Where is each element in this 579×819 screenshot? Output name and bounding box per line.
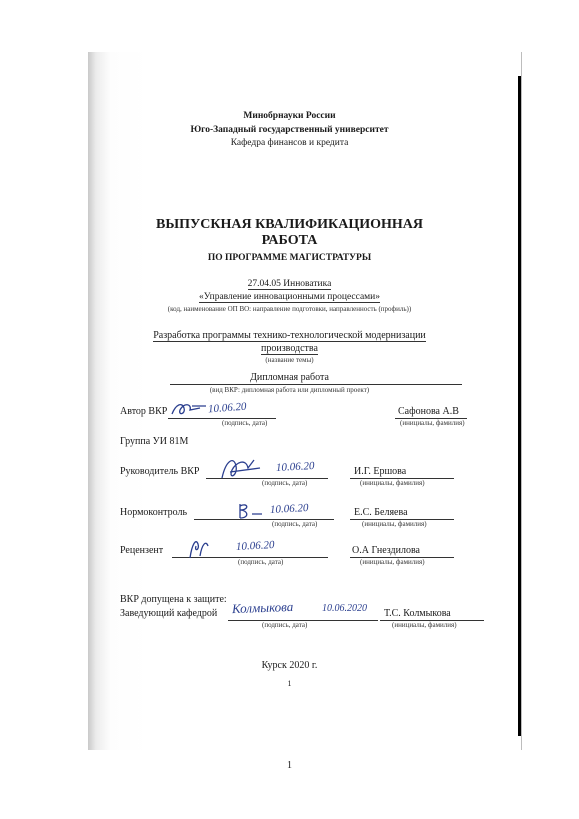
normcontrol-label: Нормоконтроль [120, 507, 188, 518]
supervisor-sign-caption: (подпись, дата) [262, 479, 308, 487]
ministry-name: Минобрнауки России [243, 111, 336, 121]
program-profile: «Управление инновационными процессами» [198, 292, 381, 302]
topic-caption: (название темы) [265, 356, 314, 364]
head-sign-caption: (подпись, дата) [262, 621, 308, 629]
author-signature [170, 400, 210, 420]
city-year: Курск 2020 г. [261, 660, 318, 671]
supervisor-label: Руководитель ВКР [120, 466, 200, 477]
title-line-1: ВЫПУСКНАЯ КВАЛИФИКАЦИОННАЯ [155, 217, 423, 232]
author-sign-date: 10.06.20 [207, 400, 247, 416]
reviewer-sign-date: 10.06.20 [235, 539, 275, 553]
program-code: 27.04.05 Инноватика [247, 279, 332, 289]
reviewer-label: Рецензент [120, 545, 164, 556]
reviewer-name: О.А Гнездилова [352, 545, 420, 556]
department-name: Кафедра финансов и кредита [230, 138, 349, 148]
normcontrol-sign-date: 10.06.20 [269, 502, 309, 516]
normcontrol-signature [236, 500, 266, 522]
author-name: Сафонова А.В [398, 406, 459, 417]
reviewer-signature [184, 536, 214, 562]
topic-line-2: производства [261, 343, 318, 354]
work-type-value: Дипломная работа [250, 372, 329, 383]
supervisor-signature [218, 456, 268, 484]
head-of-department-label: Заведующий кафедрой [120, 608, 218, 619]
head-signature: Колмыкова [231, 598, 294, 617]
work-type-caption: (вид ВКР: дипломная работа или дипломный проект) [209, 386, 370, 394]
author-name-caption: (инициалы, фамилия) [400, 419, 465, 427]
reviewer-name-caption: (инициалы, фамилия) [360, 558, 425, 566]
group-label: Группа УИ 81М [120, 436, 189, 447]
scan-border [518, 76, 521, 736]
normcontrol-name-caption: (инициалы, фамилия) [362, 520, 427, 528]
supervisor-sign-date: 10.06.20 [275, 460, 315, 474]
work-type-underline [170, 384, 462, 385]
head-sign-date: 10.06.2020 [322, 603, 367, 614]
normcontrol-name: Е.С. Беляева [354, 507, 408, 518]
supervisor-name-caption: (инициалы, фамилия) [360, 479, 425, 487]
title-line-3: ПО ПРОГРАММЕ МАГИСТРАТУРЫ [207, 253, 372, 263]
title-line-2: РАБОТА [261, 233, 318, 248]
university-name: Юго-Западный государственный университет [190, 125, 389, 135]
author-label: Автор ВКР [120, 406, 168, 417]
author-sign-caption: (подпись, дата) [222, 419, 268, 427]
scanned-page [88, 52, 521, 750]
topic-line-1: Разработка программы технико-технологической модернизации [153, 330, 426, 341]
normcontrol-sign-caption: (подпись, дата) [272, 520, 318, 528]
page-number: 1 [287, 760, 292, 771]
reviewer-sign-caption: (подпись, дата) [238, 558, 284, 566]
inner-page-number: 1 [287, 679, 292, 688]
admission-label: ВКР допущена к защите: [120, 594, 227, 605]
head-name: Т.С. Колмыкова [384, 608, 451, 619]
program-caption: (код, наименование ОП ВО: направление подготовки, направленность (профиль)) [167, 305, 412, 313]
supervisor-name: И.Г. Ершова [354, 466, 407, 477]
head-name-caption: (инициалы, фамилия) [392, 621, 457, 629]
